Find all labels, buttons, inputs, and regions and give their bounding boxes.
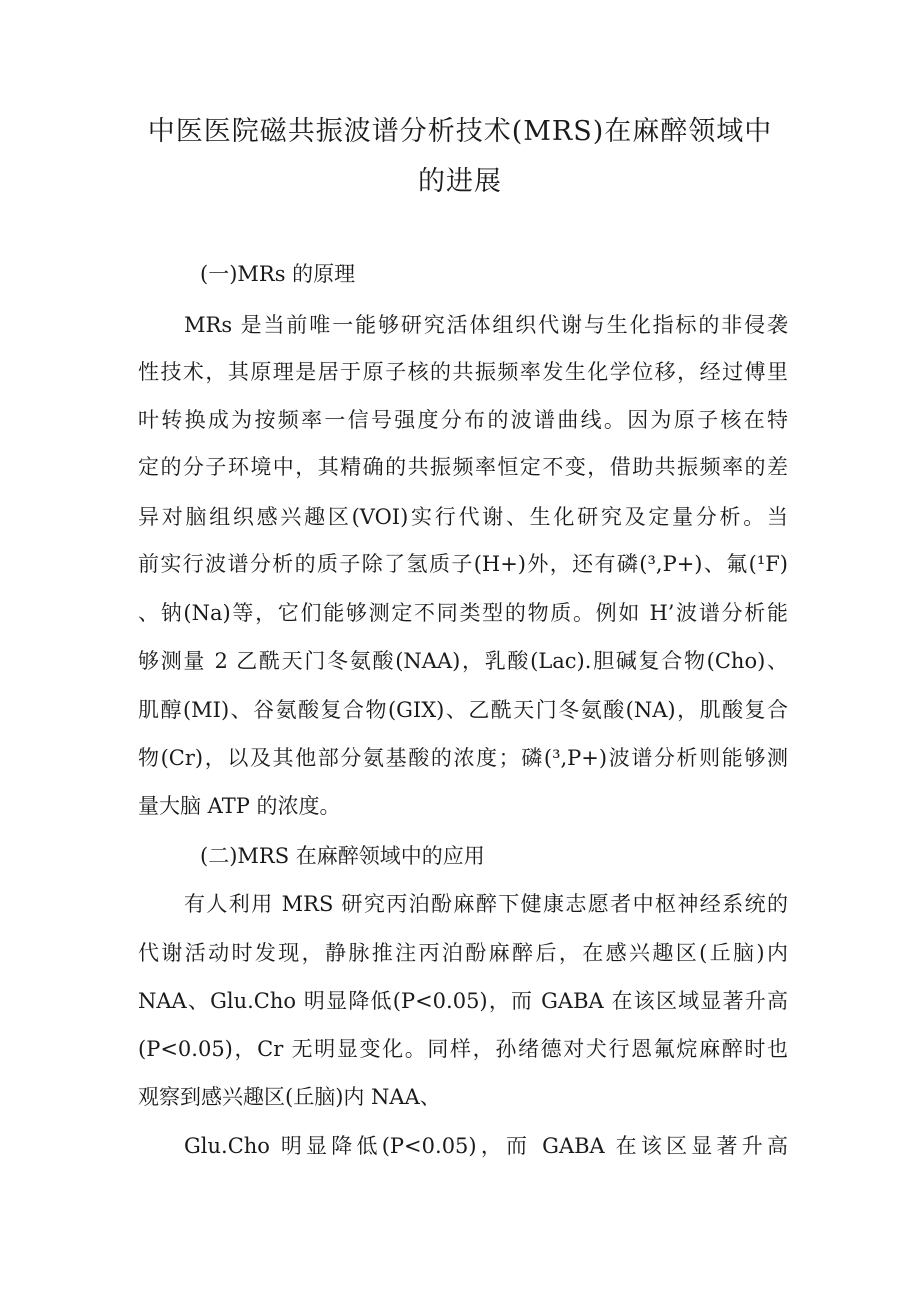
section-1-line: 前实行波谱分析的质子除了氢质子(H+)外，还有磷(³,P+)、氟(¹F) (138, 552, 788, 576)
section-2-line: 观察到感兴趣区(丘脑)内 NAA、 (138, 1085, 441, 1109)
document-title-line-2: 的进展 (418, 166, 502, 197)
section-1-line: 、钠(Na)等，它们能够测定不同类型的物质。例如 H’波谱分析能 (138, 601, 788, 625)
section-1-line: 量大脑 ATP 的浓度。 (138, 794, 341, 818)
section-1-line: 异对脑组织感兴趣区(VOI)实行代谢、生化研究及定量分析。当 (138, 505, 788, 529)
section-1-line: 叶转换成为按频率一信号强度分布的波谱曲线。因为原子核在特 (138, 408, 788, 432)
section-2-line: 代谢活动时发现，静脉推注丙泊酚麻醉后，在感兴趣区(丘脑)内 (138, 941, 788, 965)
section-2-heading: (二)MRS 在麻醉领域中的应用 (200, 844, 485, 868)
section-1-line: 够测量 2 乙酰天门冬氨酸(NAA)，乳酸(Lac).胆碱复合物(Cho)、 (138, 649, 788, 673)
document-title-line-1: 中医医院磁共振波谱分析技术(MRS)在麻醉领域中 (147, 116, 773, 147)
section-1-line: 定的分子环境中，其精确的共振频率恒定不变，借助共振频率的差 (138, 455, 788, 479)
section-1-line: 物(Cr)，以及其他部分氨基酸的浓度；磷(³,P+)波谱分析则能够测 (138, 746, 788, 770)
section-1-line: 性技术，其原理是居于原子核的共振频率发生化学位移，经过傅里 (138, 360, 788, 384)
section-2-line: NAA、Glu.Cho 明显降低(P<0.05)，而 GABA 在该区域显著升高 (138, 989, 788, 1013)
section-2-line: (P<0.05)，Cr 无明显变化。同样，孙绪德对犬行恩氟烷麻醉时也 (138, 1037, 788, 1061)
section-1-line: 肌醇(MI)、谷氨酸复合物(GIX)、乙酰天门冬氨酸(NA)，肌酸复合 (138, 698, 788, 722)
section-2-line: Glu.Cho 明显降低(P<0.05)，而 GABA 在该区显著升高 (184, 1134, 788, 1158)
section-2-line: 有人利用 MRS 研究丙泊酚麻醉下健康志愿者中枢神经系统的 (184, 892, 788, 916)
section-1-line: MRs 是当前唯一能够研究活体组织代谢与生化指标的非侵袭 (184, 313, 788, 337)
section-1-heading: (一)MRs 的原理 (200, 262, 356, 286)
